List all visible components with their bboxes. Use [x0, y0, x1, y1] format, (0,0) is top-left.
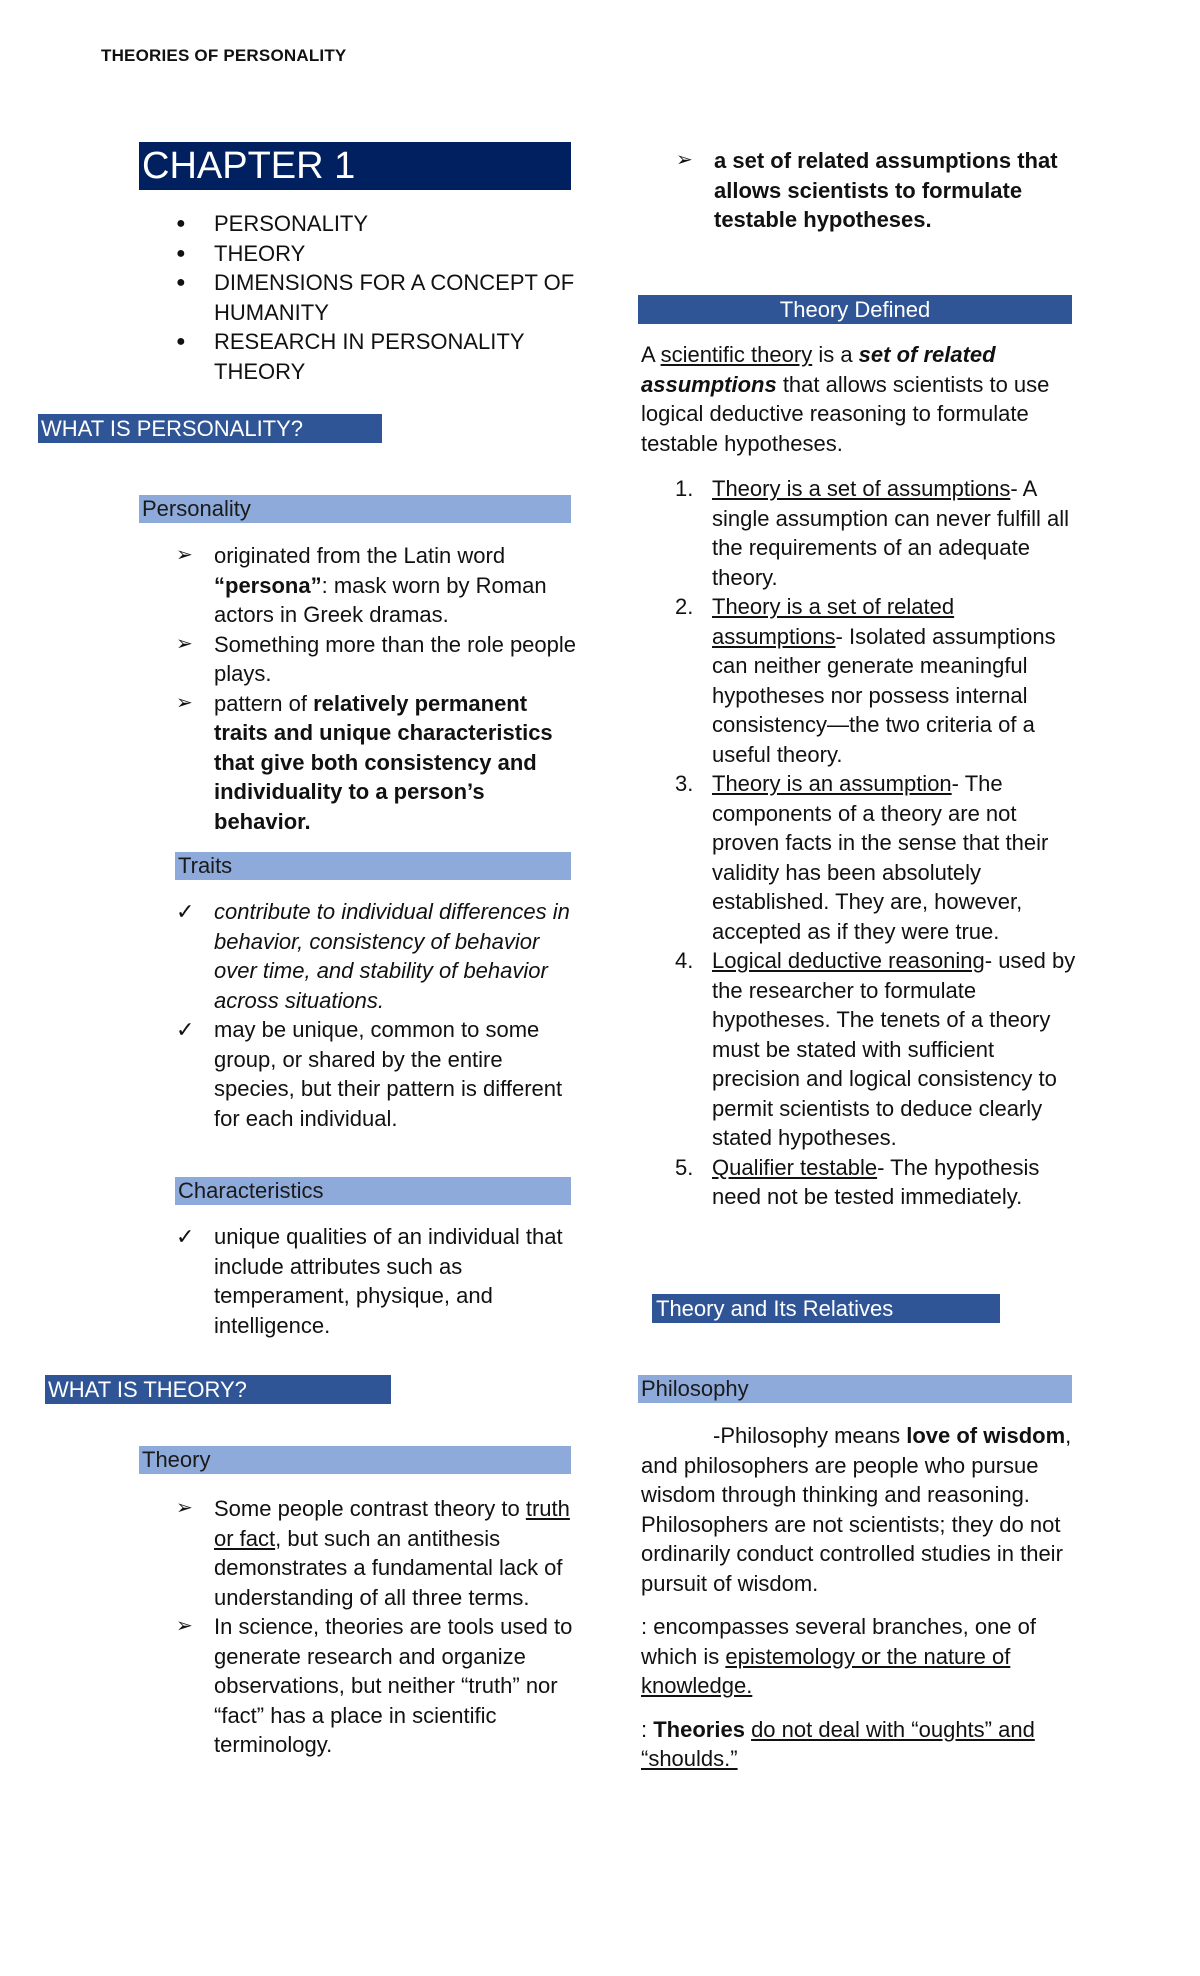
topic-item: ● THEORY [176, 239, 581, 269]
list-item: ➢ a set of related assumptions that allows scientists to formulate testable hypotheses. [676, 148, 1058, 232]
what-is-personality-heading: WHAT IS PERSONALITY? [38, 414, 382, 443]
topic-item: ● RESEARCH IN PERSONALITY THEORY [176, 329, 525, 384]
bullet-dot-icon: ● [176, 333, 186, 350]
bullet-dot-icon: ● [176, 274, 186, 291]
what-is-theory-heading: WHAT IS THEORY? [45, 1375, 391, 1404]
theory-defined-heading: Theory Defined [638, 295, 1072, 324]
arrow-bullet-icon: ➢ [176, 691, 193, 714]
checkmark-icon: ✓ [176, 899, 195, 924]
characteristics-list [176, 1222, 576, 1340]
list-item: ✓ may be unique, common to some group, or shared by the entire species, but their pattern is different for each individual. [176, 1017, 563, 1131]
list-item: ➢ Some people contrast theory to truth or fact, but such an antithesis demonstrates a fundamental lack of understanding of all three terms. [176, 1496, 570, 1610]
philosophy-para-2: : encompasses several branches, one of which is epistemology or the nature of knowledge. [641, 1614, 1037, 1698]
philosophy-para-1: -Philosophy means love of wisdom, and philosophers are people who pursue wisdom through thinking and reasoning. Philosophers are not scientists; they do not ordinarily conduct controlled studies in their pursuit of wisdom. [641, 1423, 1072, 1596]
arrow-bullet-icon: ➢ [676, 149, 693, 171]
list-item: ➢ In science, theories are tools used to generate research and organize observations, but neither “truth” nor “fact” has a place in scientific terminology. [176, 1614, 573, 1757]
philosophy-text [641, 1421, 1079, 1774]
bullet-dot-icon: ● [176, 215, 186, 232]
list-item: ✓ unique qualities of an individual that include attributes such as temperament, physique, and intelligence. [176, 1224, 563, 1338]
checkmark-icon: ✓ [176, 1224, 195, 1249]
arrow-bullet-icon: ➢ [176, 1497, 193, 1519]
theory-points-list [675, 474, 1082, 1212]
theory-list [176, 1494, 576, 1760]
list-item: 4. Logical deductive reasoning- used by the researcher to formulate hypotheses. The tenets of a theory must be stated with sufficient precision and logical consistency to permit scientists to deduce clearly stated hypotheses. [675, 948, 1076, 1150]
philosophy-label: Philosophy [638, 1375, 1072, 1403]
checkmark-icon: ✓ [176, 1017, 195, 1042]
chapter-topics [176, 209, 581, 386]
arrow-bullet-icon: ➢ [176, 544, 193, 566]
theory-label: Theory [139, 1446, 571, 1474]
list-item: ➢ pattern of relatively permanent traits and unique characteristics that give both consistency and individuality to a person’s behavior. [176, 690, 553, 834]
theory-relatives-heading: Theory and Its Relatives [652, 1294, 1000, 1323]
traits-list [176, 897, 581, 1133]
bullet-dot-icon: ● [176, 244, 186, 262]
list-item: 1. Theory is a set of assumptions- A single assumption can never fulfill all the requirements of an adequate theory. [675, 476, 1070, 590]
list-item: 3. Theory is an assumption- The components of a theory are not proven facts in the sense that their validity has been absolutely established. They are, however, accepted as if they were true. [675, 771, 1049, 944]
chapter-title: CHAPTER 1 [139, 142, 571, 190]
list-item: 5. Qualifier testable- The hypothesis need not be tested immediately. [675, 1154, 1040, 1209]
list-item: ➢ originated from the Latin word “persona”: mask worn by Roman actors in Greek dramas. [176, 543, 547, 627]
personality-list [176, 541, 576, 836]
philosophy-para-3: : Theories do not deal with “oughts” and “shoulds.” [641, 1716, 1035, 1771]
list-item: ✓ contribute to individual differences in behavior, consistency of behavior over time, and stability of behavior across situations. [176, 899, 570, 1013]
list-item: ➢ Something more than the role people plays. [176, 631, 577, 686]
theory-summary [676, 146, 1076, 235]
topic-item: ● DIMENSIONS FOR A CONCEPT OF HUMANITY [176, 270, 575, 325]
page-header: THEORIES OF PERSONALITY [101, 46, 347, 65]
personality-label: Personality [139, 495, 571, 523]
list-item: 2. Theory is a set of related assumptions- Isolated assumptions can neither generate meaningful hypotheses nor possess internal consistency—the two criteria of a useful theory. [675, 594, 1056, 767]
theory-defined-intro: A scientific theory is a set of related assumptions that allows scientists to use logical deductive reasoning to formulate testable hypotheses. [641, 342, 1050, 456]
characteristics-label: Characteristics [175, 1177, 571, 1205]
traits-label: Traits [175, 852, 571, 880]
arrow-bullet-icon: ➢ [176, 632, 193, 655]
topic-item: ● PERSONALITY [176, 209, 581, 239]
arrow-bullet-icon: ➢ [176, 1615, 193, 1637]
